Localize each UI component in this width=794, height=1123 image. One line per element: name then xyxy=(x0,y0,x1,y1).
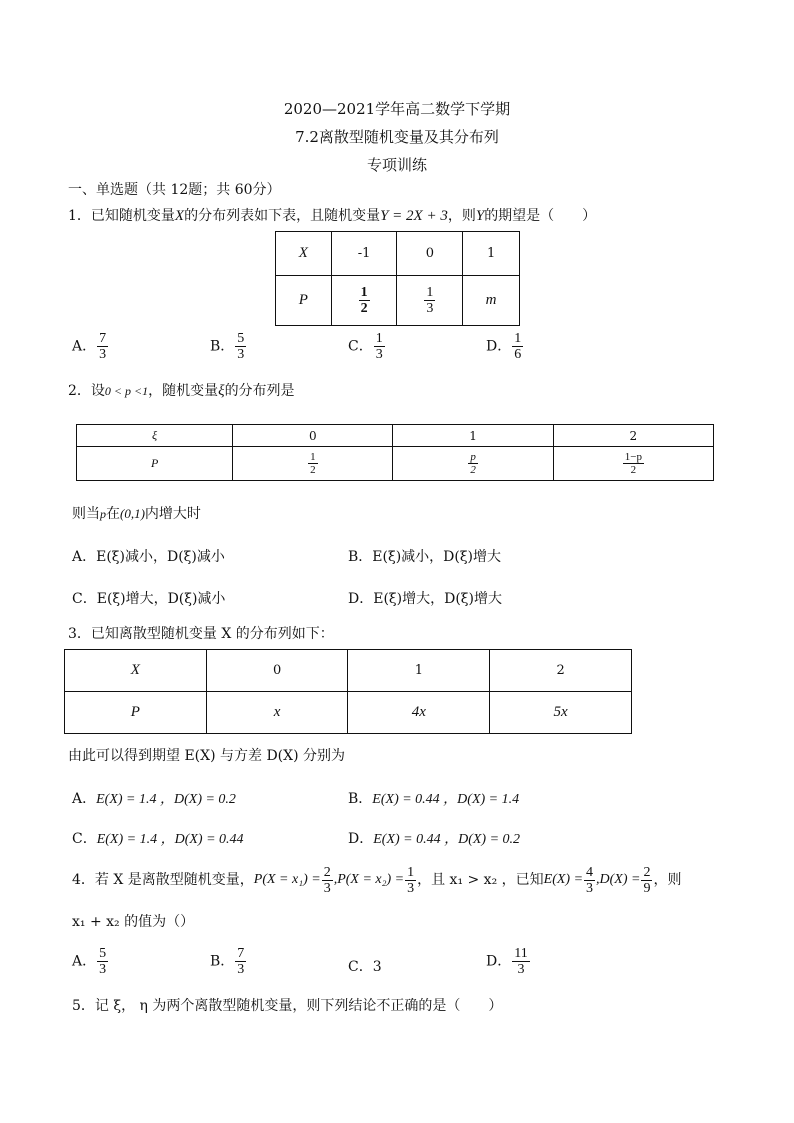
frac-den: 3 xyxy=(517,962,525,977)
q3-option-a[interactable] xyxy=(72,788,236,808)
frac-num: 7 xyxy=(99,331,107,346)
option-label: A． xyxy=(72,791,97,807)
q3-option-b[interactable] xyxy=(348,788,519,808)
q1-option-b[interactable] xyxy=(210,331,247,362)
q2-stem xyxy=(68,381,295,401)
frac-num: 2 xyxy=(643,864,651,880)
frac-num: 1−p xyxy=(624,451,642,463)
option-text: E(X) = 1.4 ，D(X) = 0.2 xyxy=(96,792,236,807)
frac-num: 1 xyxy=(375,331,383,346)
q1-formula: Y = 2X + 3 xyxy=(380,208,448,224)
frac-den: 3 xyxy=(375,347,383,362)
option-text: 3 xyxy=(372,959,382,975)
frac-num: p xyxy=(470,451,476,463)
option-text: E(X) = 0.44 ，D(X) = 0.2 xyxy=(373,832,521,847)
q2-option-b[interactable] xyxy=(348,546,501,566)
fraction xyxy=(512,331,523,362)
fraction xyxy=(235,946,246,977)
frac-num: 5 xyxy=(237,331,245,346)
frac-den: 3 xyxy=(237,962,245,977)
q1-cell: 0 xyxy=(397,232,463,276)
q2-cell: 2 xyxy=(553,425,713,447)
q2-var-xi: ξ xyxy=(218,383,225,399)
frac-den: 3 xyxy=(99,962,107,977)
frac-num: 5 xyxy=(99,946,107,961)
fraction xyxy=(424,285,435,316)
q1-cell: m xyxy=(463,276,520,326)
fraction xyxy=(584,865,595,896)
option-text: E(ξ)减小，D(ξ)增大 xyxy=(372,549,502,565)
frac-den: 2 xyxy=(630,464,637,476)
fraction xyxy=(97,331,108,362)
frac-den: 2 xyxy=(310,464,316,476)
q4-expr: ,D(X) = xyxy=(596,872,641,887)
fraction xyxy=(235,331,246,362)
frac-den: 3 xyxy=(407,880,415,896)
q2-cell: 1 xyxy=(393,425,553,447)
option-label: A． xyxy=(72,953,97,970)
option-label: B． xyxy=(210,338,235,355)
frac-den: 3 xyxy=(237,347,245,362)
frac-num: 1 xyxy=(426,285,434,300)
q2-table xyxy=(76,424,714,481)
q2-var-p: p xyxy=(100,507,106,521)
fraction xyxy=(374,331,385,362)
q4-option-b[interactable] xyxy=(210,946,247,977)
q3-stem: 3．已知离散型随机变量 X 的分布列如下： xyxy=(68,626,334,642)
q1-stem xyxy=(68,206,596,226)
q1-cell xyxy=(331,276,397,326)
option-text: E(ξ)增大，D(ξ)增大 xyxy=(373,591,502,607)
q3-follow: 由此可以得到期望 E(X) 与方差 D(X) 分别为 xyxy=(68,748,346,764)
option-label: B． xyxy=(210,953,235,970)
q1-stem-part: 的分布列表如下表，且随机变量 xyxy=(184,208,381,224)
q1-table xyxy=(275,231,520,326)
q4-stem-part: ，则 xyxy=(653,872,682,888)
q2-stem-part: ，随机变量 xyxy=(148,383,219,399)
fraction xyxy=(623,451,644,476)
q1-option-c[interactable] xyxy=(348,331,386,362)
q4-stem xyxy=(72,862,681,898)
q1-cell: 1 xyxy=(463,232,520,276)
q3-cell: 0 xyxy=(206,650,348,692)
fraction xyxy=(308,451,318,476)
q3-cell: X xyxy=(65,650,207,692)
q2-option-d[interactable] xyxy=(348,588,502,608)
option-label: C． xyxy=(348,959,373,975)
frac-den: 3 xyxy=(323,880,331,896)
q1-option-d[interactable] xyxy=(486,331,524,362)
q1-stem-part: 1．已知随机变量 xyxy=(68,208,175,224)
frac-den: 2 xyxy=(470,464,476,476)
option-text: E(X) = 1.4 ，D(X) = 0.44 xyxy=(96,832,244,847)
q2-cell xyxy=(393,447,553,481)
q2-interval: (0,1) xyxy=(120,506,145,521)
q1-stem-part: ，则 xyxy=(447,208,476,224)
q3-option-c[interactable] xyxy=(72,828,244,848)
q2-cell: P xyxy=(77,447,233,481)
q4-expr: E(X) = xyxy=(543,872,584,887)
frac-num: 4 xyxy=(586,864,594,880)
option-label: D． xyxy=(348,591,374,607)
q4-expr: P(X = x₁) = xyxy=(253,872,321,887)
q2-follow-part: 则当 xyxy=(72,506,100,522)
option-label: B． xyxy=(348,791,373,807)
fraction xyxy=(641,865,652,896)
q1-cell: -1 xyxy=(331,232,397,276)
q1-stem-part: 的期望是（ ） xyxy=(484,208,597,224)
frac-den: 2 xyxy=(360,301,368,316)
option-label: A． xyxy=(72,338,97,355)
q2-option-a[interactable] xyxy=(72,546,225,566)
q1-cell xyxy=(397,276,463,326)
q2-cell: 0 xyxy=(233,425,393,447)
doc-title-line1: 2020—2021学年高二数学下学期 xyxy=(283,100,511,118)
q4-option-c[interactable] xyxy=(348,956,382,976)
q2-follow-part: 内增大时 xyxy=(144,506,201,522)
q2-follow-part: 在 xyxy=(106,506,120,522)
q2-cell xyxy=(233,447,393,481)
q2-condition: 0 < p <1 xyxy=(104,384,149,398)
frac-num: 7 xyxy=(237,946,245,961)
fraction xyxy=(322,865,333,896)
q5-stem: 5．记 ξ， η 为两个离散型随机变量，则下列结论不正确的是（ ） xyxy=(72,998,503,1014)
q2-cell: ξ xyxy=(77,425,233,447)
frac-den: 3 xyxy=(99,347,107,362)
section-heading: 一、单选题（共 12题；共 60分） xyxy=(68,182,281,198)
q3-cell: P xyxy=(65,692,207,734)
frac-den: 6 xyxy=(514,347,522,362)
fraction xyxy=(468,451,478,476)
q1-cell: P xyxy=(276,276,332,326)
option-label: D． xyxy=(486,338,512,355)
q1-var-y: Y xyxy=(475,208,485,224)
q4-option-d[interactable] xyxy=(486,946,531,977)
q3-cell: 4x xyxy=(348,692,490,734)
doc-title-line3: 专项训练 xyxy=(366,156,427,174)
q1-cell: X xyxy=(276,232,332,276)
option-label: C． xyxy=(348,338,373,355)
q3-cell: 1 xyxy=(348,650,490,692)
q2-stem-part: 的分布列是 xyxy=(224,383,295,399)
q2-follow xyxy=(72,504,201,524)
frac-num: 1 xyxy=(360,285,368,300)
frac-num: 11 xyxy=(514,946,528,961)
frac-den: 9 xyxy=(643,880,651,896)
option-label: A． xyxy=(72,549,97,565)
fraction xyxy=(405,865,416,896)
q3-table xyxy=(64,649,632,734)
frac-num: 1 xyxy=(310,451,316,463)
fraction xyxy=(97,946,108,977)
q4-stem-line2: x₁ + x₂ 的值为（） xyxy=(72,914,195,930)
q4-option-a[interactable] xyxy=(72,946,109,977)
option-label: D． xyxy=(486,953,512,970)
option-text: E(ξ)减小，D(ξ)减小 xyxy=(96,549,225,565)
frac-num: 1 xyxy=(514,331,522,346)
option-label: B． xyxy=(348,549,373,565)
fraction xyxy=(512,946,529,977)
option-label: D． xyxy=(348,831,374,847)
q4-expr: ,P(X = x₂) = xyxy=(333,872,405,887)
q3-cell: 2 xyxy=(490,650,632,692)
q3-cell: x xyxy=(206,692,348,734)
q3-cell: 5x xyxy=(490,692,632,734)
q4-stem-part: ，且 x₁ > x₂ ，已知 xyxy=(417,872,544,888)
q2-option-c[interactable] xyxy=(72,588,225,608)
q3-option-d[interactable] xyxy=(348,828,520,848)
q2-cell xyxy=(553,447,713,481)
option-text: E(ξ)增大，D(ξ)减小 xyxy=(96,591,226,607)
fraction xyxy=(359,285,370,316)
option-label: C． xyxy=(72,591,97,607)
frac-den: 3 xyxy=(426,301,434,316)
q4-stem-part: 4．若 X 是离散型随机变量， xyxy=(72,872,254,888)
doc-title-line2: 7.2离散型随机变量及其分布列 xyxy=(295,128,499,146)
q1-var-x: X xyxy=(174,208,185,224)
frac-num: 1 xyxy=(407,864,415,880)
option-label: C． xyxy=(72,831,97,847)
q2-stem-part: 2．设 xyxy=(68,383,105,399)
frac-num: 2 xyxy=(323,864,331,880)
q1-option-a[interactable] xyxy=(72,331,109,362)
frac-den: 3 xyxy=(586,880,594,896)
option-text: E(X) = 0.44 ，D(X) = 1.4 xyxy=(372,792,520,807)
